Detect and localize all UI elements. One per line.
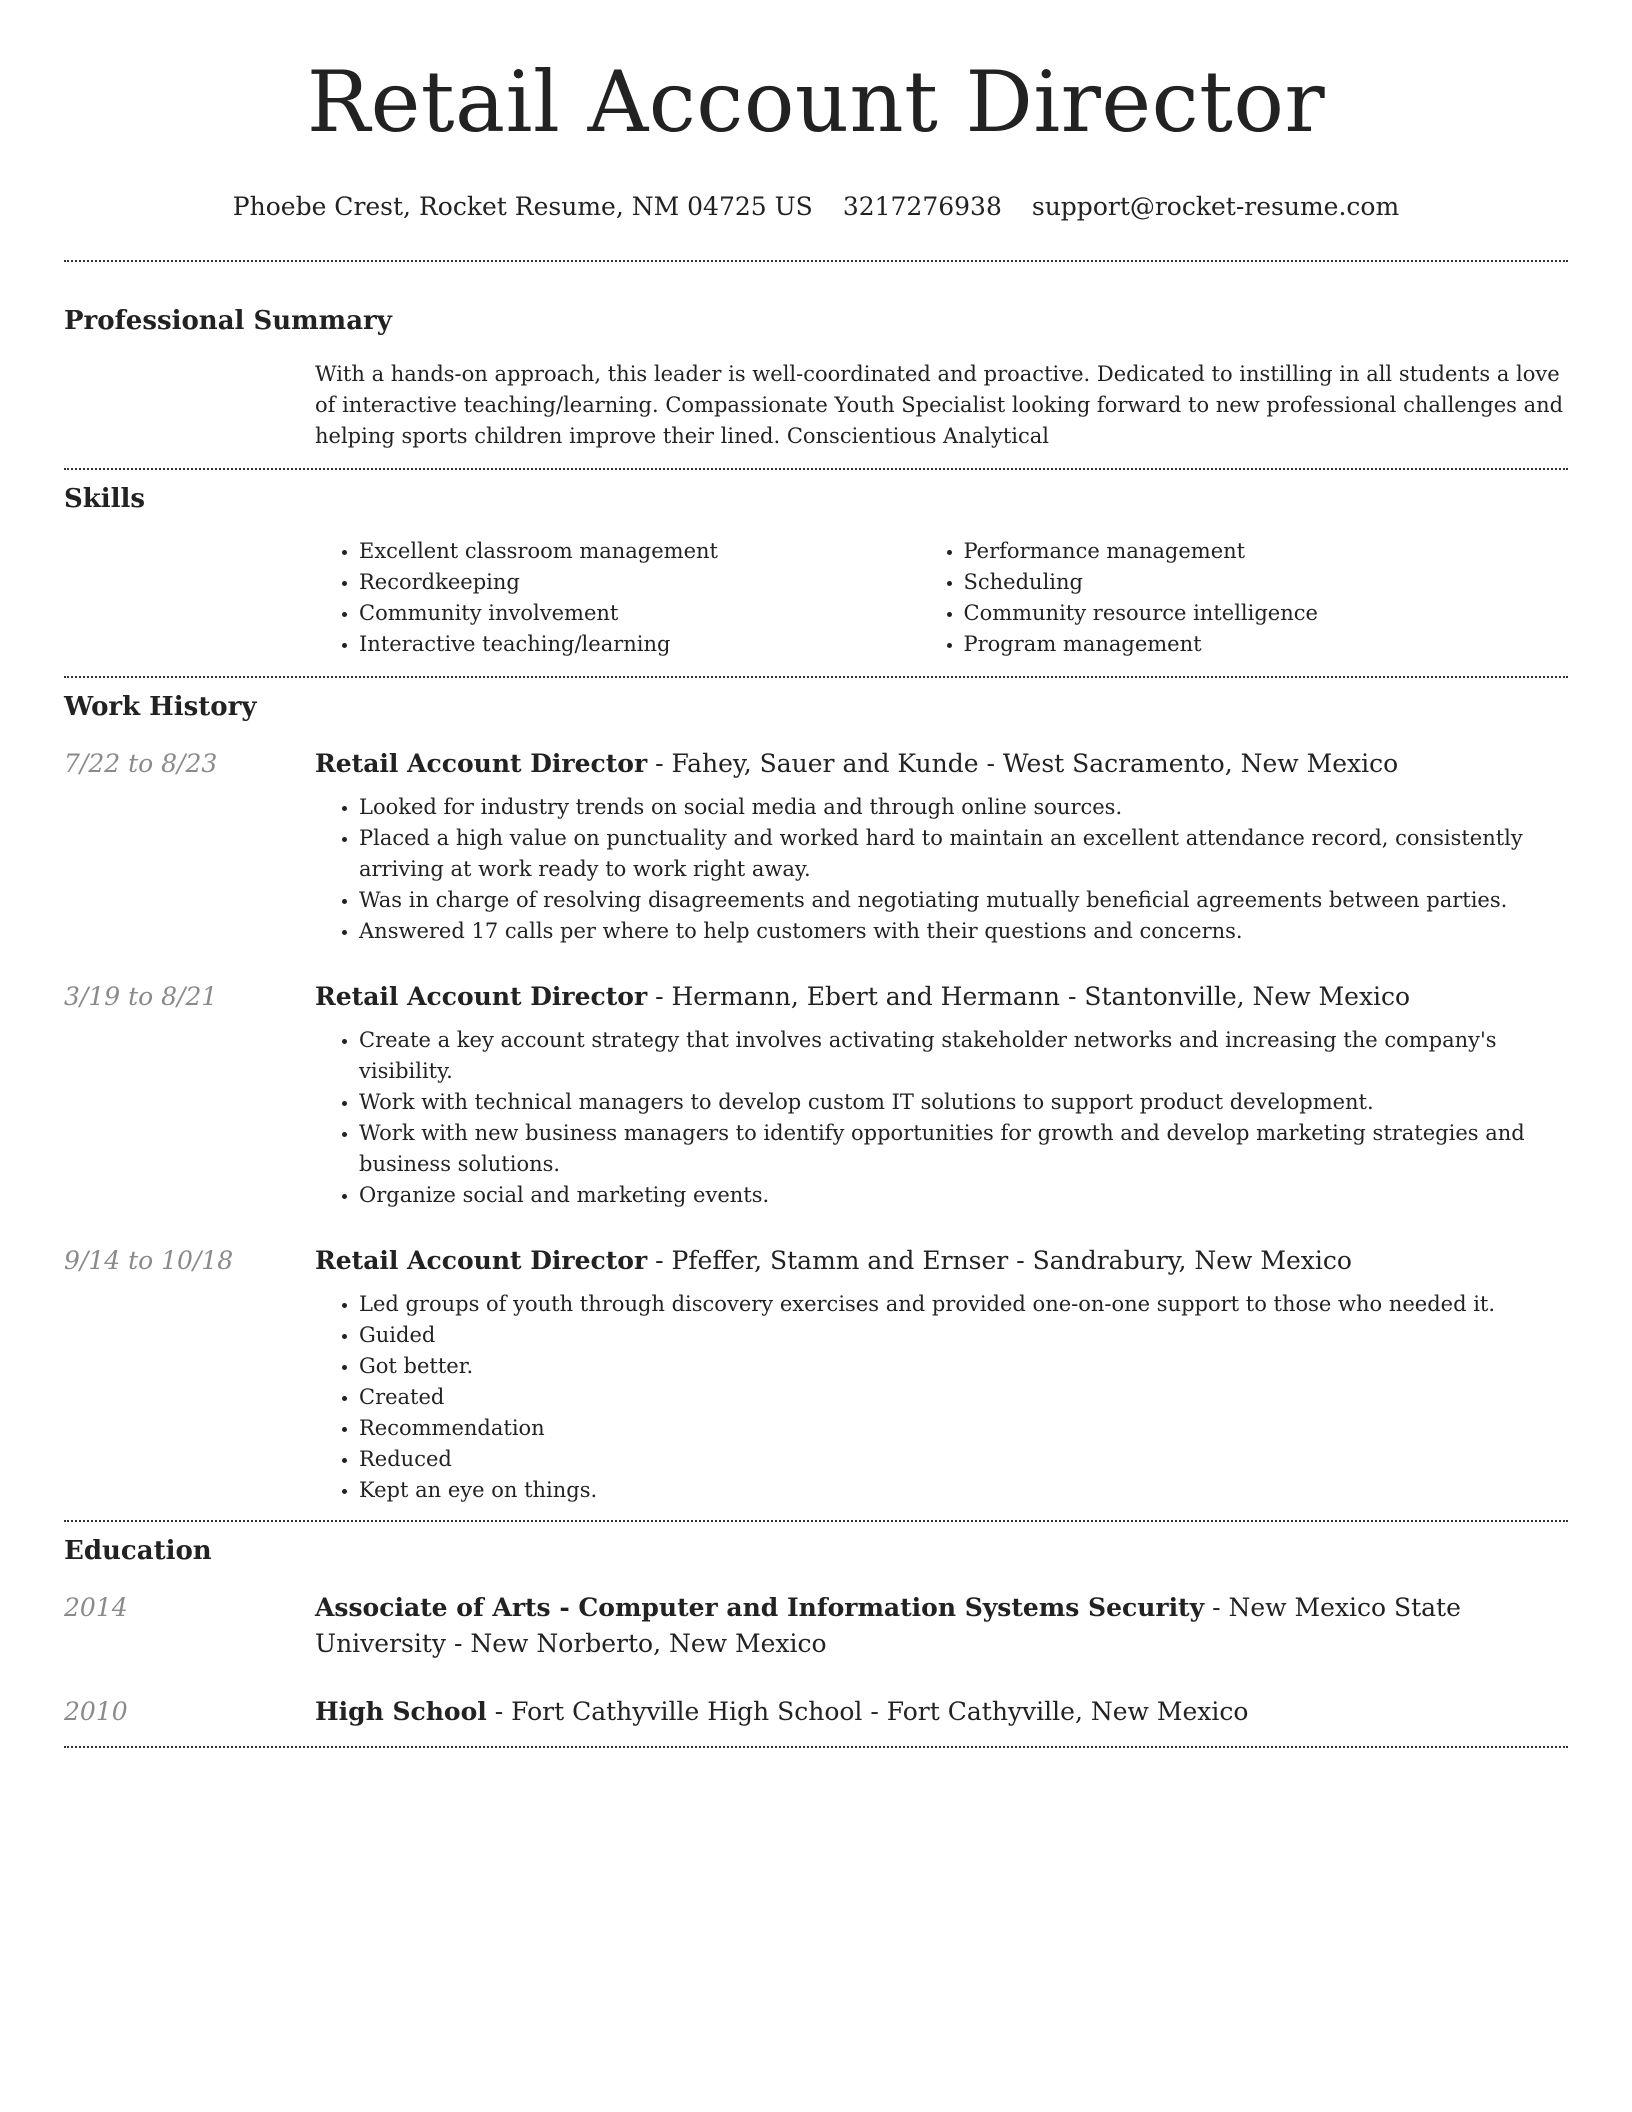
skills-list: [315, 536, 1568, 660]
job-bullet: • Reduced: [359, 1444, 1568, 1475]
skills-heading: Skills: [64, 484, 146, 514]
job-dates: 9/14 to 10/18: [64, 1246, 234, 1275]
summary-text: With a hands-on approach, this leader is well-coordinated and proactive. Dedicated to instilling in all students a love of interactive teaching/learning. Compassionate Youth Specialist looking forward to new professional challenges and helping sports children improve their lined. Conscientious Analytical: [315, 362, 1564, 448]
job-bullet: • Created: [359, 1382, 1568, 1413]
skill-item: • Community involvement: [359, 598, 964, 629]
education-heading-line: [315, 1694, 1568, 1730]
job-title: Retail Account Director: [315, 1246, 648, 1275]
contact-line: [64, 190, 1568, 224]
summary-section: [64, 304, 1568, 452]
job-bullet: • Looked for industry trends on social media and through online sources.: [359, 792, 1568, 823]
skills-section: [64, 482, 1568, 660]
skill-item: • Interactive teaching/learning: [359, 629, 964, 660]
education-heading: Education: [64, 1536, 212, 1566]
education-entry: [64, 1694, 1568, 1730]
job-bullets: [315, 1289, 1568, 1506]
job-bullet: • Got better.: [359, 1351, 1568, 1382]
section-divider: [64, 1520, 1568, 1522]
education-entry: [64, 1590, 1568, 1662]
education-year: 2014: [64, 1593, 128, 1622]
job-bullet: • Create a key account strategy that involves activating stakeholder networks and increasing the company's visibility.: [359, 1025, 1568, 1087]
education-year: 2010: [64, 1697, 128, 1726]
contact-address: Phoebe Crest, Rocket Resume, NM 04725 US: [232, 192, 813, 221]
candidate-name: Retail Account Director: [306, 53, 1326, 151]
section-divider: [64, 468, 1568, 470]
skills-right-column: [964, 536, 1569, 660]
skill-item: • Excellent classroom management: [359, 536, 964, 567]
job-entry: [64, 979, 1568, 1211]
job-details: - Hermann, Ebert and Hermann - Stantonville, New Mexico: [647, 982, 1411, 1011]
job-bullet: • Organize social and marketing events.: [359, 1180, 1568, 1211]
job-bullet: • Placed a high value on punctuality and worked hard to maintain an excellent attendance record, consistently arriving at work ready to work right away.: [359, 823, 1568, 885]
job-bullet: • Led groups of youth through discovery exercises and provided one-on-one support to those who needed it.: [359, 1289, 1568, 1320]
contact-phone: 3217276938: [842, 192, 1002, 221]
work-history-heading: Work History: [64, 692, 257, 722]
job-details: - Pfeffer, Stamm and Ernser - Sandrabury, New Mexico: [647, 1246, 1352, 1275]
section-divider: [64, 676, 1568, 678]
job-heading: [315, 1243, 1568, 1279]
job-bullet: • Was in charge of resolving disagreements and negotiating mutually beneficial agreements between parties.: [359, 885, 1568, 916]
section-divider: [64, 260, 1568, 262]
job-heading: [315, 979, 1568, 1015]
education-heading-line: [315, 1590, 1568, 1662]
education-degree: Associate of Arts - Computer and Information Systems Security: [315, 1593, 1205, 1622]
skills-left-column: [315, 536, 964, 660]
job-title: Retail Account Director: [315, 749, 648, 778]
section-divider: [64, 1746, 1568, 1748]
job-bullet: • Recommendation: [359, 1413, 1568, 1444]
skill-item: • Recordkeeping: [359, 567, 964, 598]
skill-item: • Community resource intelligence: [964, 598, 1569, 629]
job-entry: [64, 1243, 1568, 1506]
job-bullet: • Answered 17 calls per where to help customers with their questions and concerns.: [359, 916, 1568, 947]
job-bullet: • Kept an eye on things.: [359, 1475, 1568, 1506]
work-history-section: [64, 690, 1568, 1506]
job-bullet: • Work with new business managers to identify opportunities for growth and develop marketing strategies and business solutions.: [359, 1118, 1568, 1180]
education-details: - New Mexico State University - New Norberto, New Mexico: [315, 1593, 1461, 1658]
job-bullets: [315, 792, 1568, 947]
job-bullet: • Work with technical managers to develop custom IT solutions to support product development.: [359, 1087, 1568, 1118]
skill-item: • Program management: [964, 629, 1569, 660]
job-bullets: [315, 1025, 1568, 1211]
job-bullet: • Guided: [359, 1320, 1568, 1351]
job-heading: [315, 746, 1568, 782]
skill-item: • Performance management: [964, 536, 1569, 567]
job-title: Retail Account Director: [315, 982, 648, 1011]
contact-email: support@rocket-resume.com: [1031, 192, 1400, 221]
job-dates: 3/19 to 8/21: [64, 982, 218, 1011]
education-details: - Fort Cathyville High School - Fort Cathyville, New Mexico: [486, 1697, 1249, 1726]
job-entry: [64, 746, 1568, 947]
job-details: - Fahey, Sauer and Kunde - West Sacramento, New Mexico: [647, 749, 1399, 778]
skill-item: • Scheduling: [964, 567, 1569, 598]
education-section: [64, 1534, 1568, 1730]
summary-heading: Professional Summary: [64, 306, 392, 336]
education-degree: High School: [315, 1697, 487, 1726]
job-dates: 7/22 to 8/23: [64, 749, 218, 778]
